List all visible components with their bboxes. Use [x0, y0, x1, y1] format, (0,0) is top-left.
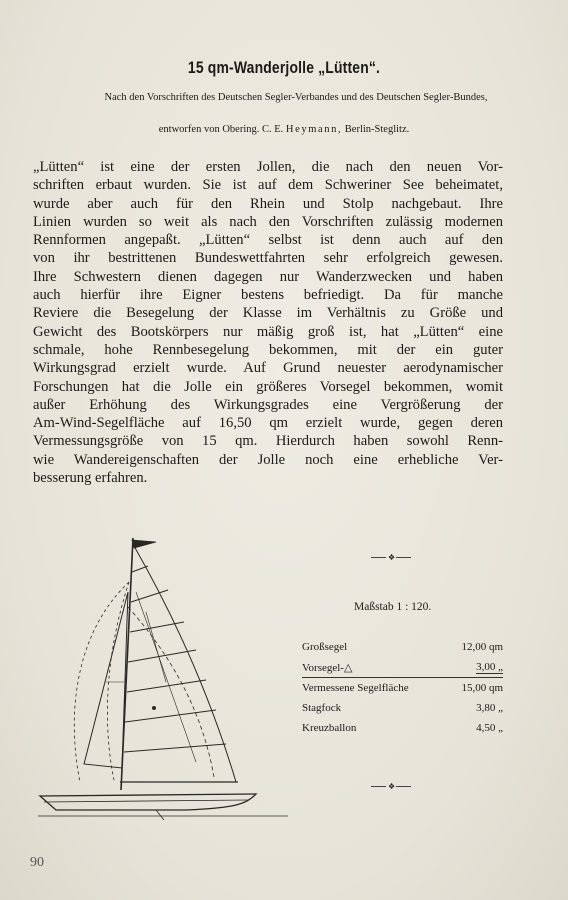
page-title: 15 qm-Wanderjolle „Lütten“.	[187, 58, 381, 77]
body-line: außer Erhöhung des Wirkungsgrades eine Vergrößerung der	[33, 396, 503, 413]
sail-value-cell	[447, 698, 503, 718]
sail-value: 12,00 qm	[461, 641, 503, 653]
body-line: Vermessungsgröße von 15 qm. Hierdurch haben sowohl Renn-	[33, 433, 503, 450]
designer-place: Berlin-Steglitz.	[344, 124, 410, 135]
body-line: Forschungen hat die Jolle ein größeres Vorsegel bekommen, womit	[33, 378, 503, 395]
sail-value-cell	[447, 678, 503, 699]
body-line: Reviere die Besegelung der Klasse im Verhältnis zu Größe und	[33, 305, 503, 322]
sail-plan-drawing	[36, 532, 291, 822]
page-number: 90	[30, 855, 44, 870]
scale-label: Maßstab 1 : 120.	[354, 601, 432, 613]
body-line: besserung erfahren.	[33, 470, 148, 487]
body-line: schmale, hohe Rennbesegelung bekommen, mit der ein guter	[33, 341, 503, 358]
sail-value-cell	[447, 718, 503, 738]
body-line: Wirkungsgrad erzielt wurde. Auf Grund neuester aerodynamischer	[33, 360, 503, 377]
body-line: Am-Wind-Segelfläche auf 16,50 qm erzielt wurde, gegen deren	[33, 415, 503, 432]
sail-row	[302, 698, 503, 718]
body-line: wie Wandereigenschaften der Jolle noch eine erhebliche Ver-	[33, 451, 503, 468]
sail-row	[302, 657, 503, 678]
body-line: Gewicht des Bootskörpers nur mäßig groß ist, hat „Lütten“ eine	[33, 323, 503, 340]
body-line: wurde aber auch für den Rhein und Stolp nachgebaut. Ihre	[33, 195, 503, 212]
ornament-glyph: ❖	[388, 782, 396, 791]
sail-label: Stagfock	[302, 702, 342, 714]
ornament-divider	[371, 553, 411, 563]
body-line: von ihr bestrittenen Bundeswettfahrten sehr erfolgreich gewesen.	[33, 250, 503, 267]
sail-value: 3,80 „	[476, 702, 503, 714]
sail-value: 15,00 qm	[461, 682, 503, 694]
designer-credit	[0, 124, 568, 135]
sail-row	[302, 637, 503, 657]
subtitle: Nach den Vorschriften des Deutschen Segler-Verbandes und des Deutschen Segler-Bundes,	[104, 92, 488, 103]
designer-name: Heymann,	[285, 124, 343, 135]
body-line: Rennformen angepaßt. „Lütten“ selbst ist denn auch auf den	[33, 232, 503, 249]
designer-prefix: entworfen von Obering. C. E.	[158, 124, 284, 135]
sail-row	[302, 678, 503, 699]
body-paragraph	[33, 158, 503, 487]
body-line: Linien wurden so weit als nach den Vorschriften zulässig modernen	[33, 213, 503, 230]
sail-value-cell	[447, 657, 503, 678]
sail-label: Kreuzballon	[302, 722, 357, 734]
body-line: schriften erbaut wurden. Sie ist auf dem Schweriner See beheimatet,	[33, 177, 503, 194]
sail-value: 3,00 „	[476, 661, 503, 673]
ornament-glyph: ❖	[388, 553, 396, 562]
sail-value-cell	[447, 637, 503, 657]
body-line: auch hierfür ihre Eigner bestens befriedigt. Da für manche	[33, 287, 503, 304]
ornament-divider	[371, 782, 411, 792]
body-line: Ihre Schwestern dienen dagegen nur Wanderzwecken und haben	[33, 268, 503, 285]
sail-area-table	[302, 637, 503, 738]
sail-row	[302, 718, 503, 738]
sail-label: Vermessene Segelfläche	[302, 678, 447, 699]
body-line: „Lütten“ ist eine der ersten Jollen, die nach den neuen Vor-	[33, 159, 503, 175]
sail-value: 4,50 „	[476, 722, 503, 734]
sail-label: Vorsegel-△	[302, 661, 353, 674]
sail-label: Großsegel	[302, 641, 348, 653]
